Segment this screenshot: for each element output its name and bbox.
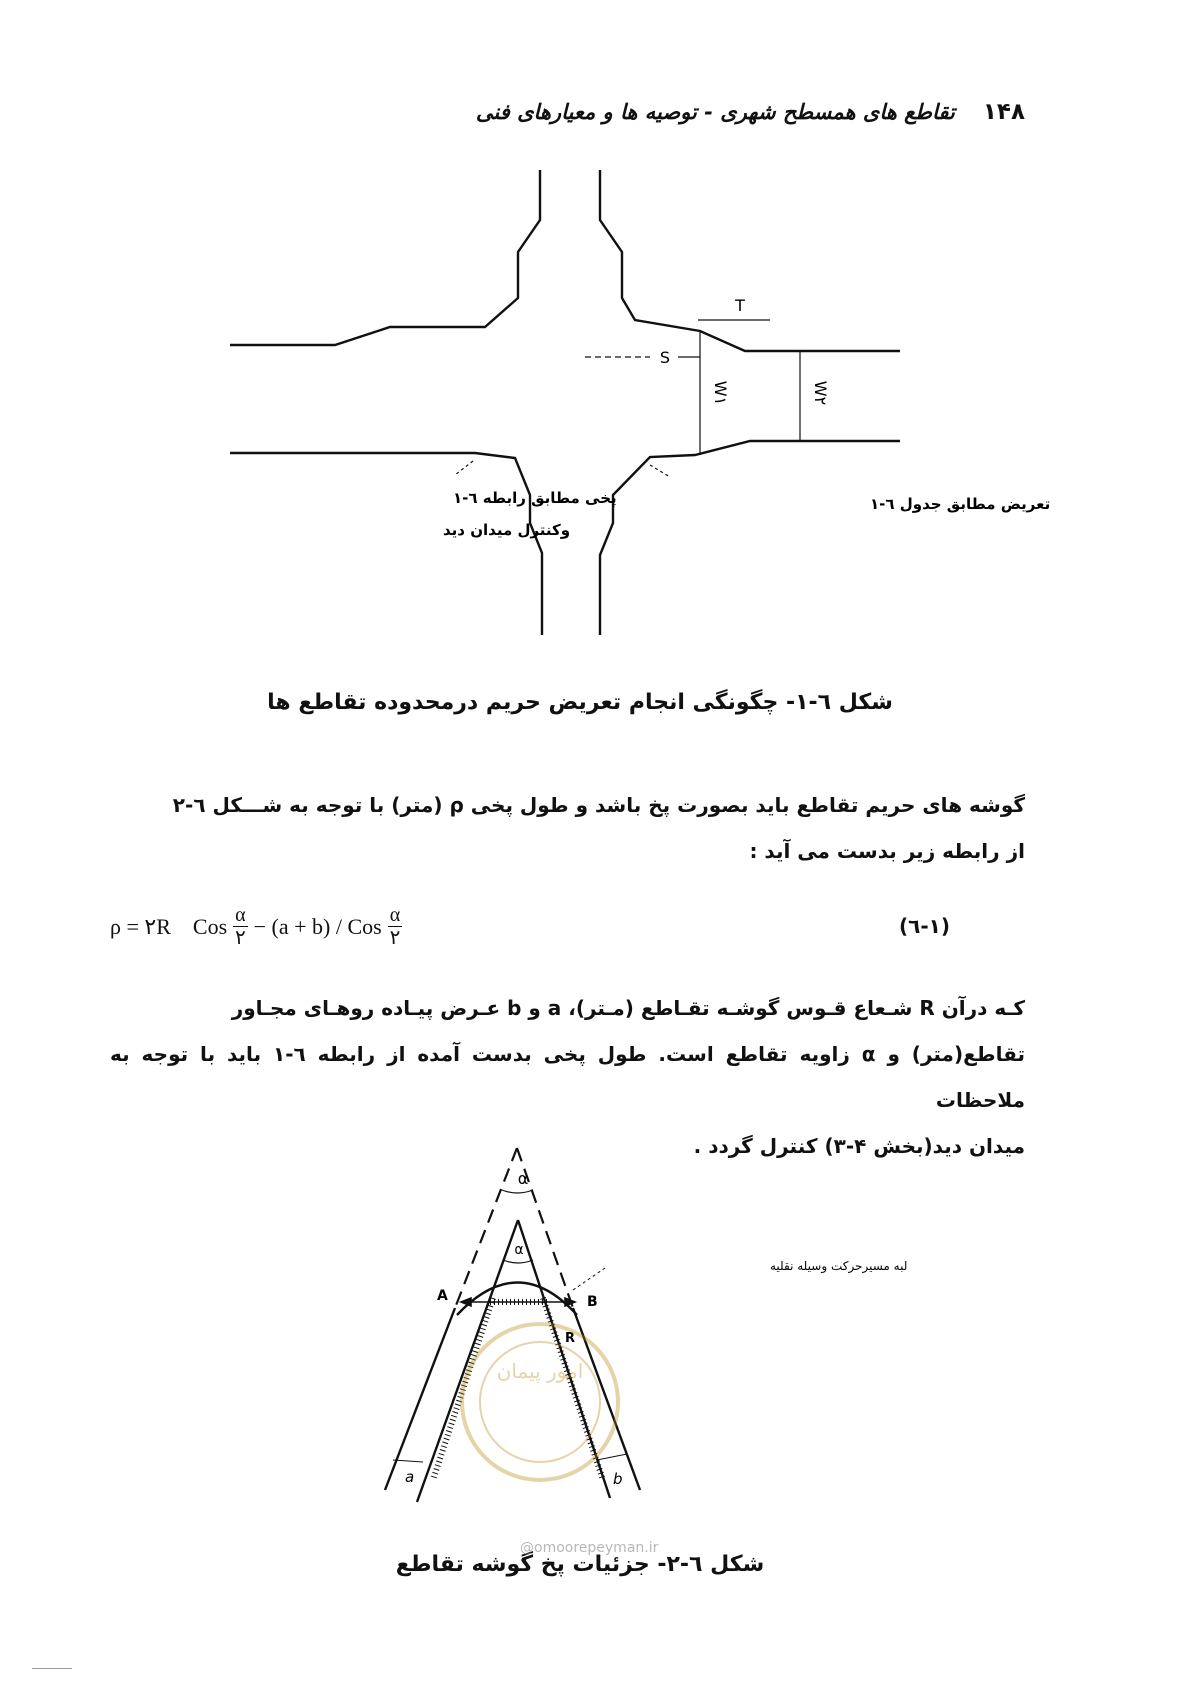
leader-widening bbox=[650, 465, 670, 477]
dimension-lines bbox=[455, 320, 800, 477]
watermark-seal bbox=[462, 1324, 618, 1480]
curb-bottom-right bbox=[600, 441, 900, 635]
marker-a bbox=[393, 1460, 423, 1462]
fraction-1-denominator: ۲ bbox=[235, 927, 246, 949]
figure-corner-chamfer bbox=[365, 1140, 908, 1520]
leader-vehicle-path bbox=[573, 1268, 605, 1290]
leader-chamfer bbox=[455, 461, 473, 475]
note-chamfer-line2: وکنترل میدان دید bbox=[443, 521, 571, 539]
corner-arc bbox=[457, 1283, 577, 1316]
formula-fraction-2 bbox=[388, 904, 402, 949]
running-header bbox=[305, 92, 1025, 132]
label-b-point: B bbox=[587, 1294, 598, 1310]
note-vehicle-path: لبه مسیرحرکت وسیله نقلیه bbox=[770, 1259, 908, 1273]
formula-fraction-1 bbox=[233, 904, 247, 949]
label-w2: W۲ bbox=[811, 380, 830, 406]
footer-mark bbox=[32, 1668, 72, 1669]
label-alpha-inner: α bbox=[514, 1242, 524, 1258]
label-alpha-top: α bbox=[517, 1169, 529, 1188]
label-r: R bbox=[565, 1331, 576, 1346]
formula-block bbox=[110, 898, 970, 958]
figure2-caption: شکل ٦-٢- جزئیات پخ گوشه تقاطع bbox=[395, 1552, 765, 1577]
paragraph-2-line-1: کـه درآن R شـعاع قـوس گوشـه تقـاطع (مـتر)، a و b عـرض پیـاده روهـای مجـاور bbox=[231, 996, 1025, 1020]
paragraph-2-line-2: تقاطع(متر) و α زاویه تقاطع است. طول پخی بدست آمده از رابطه ٦-١ باید با توجه به ملاحظات bbox=[110, 1042, 1025, 1112]
page-number: ۱۴۸ bbox=[982, 99, 1025, 125]
marker-b bbox=[597, 1454, 627, 1460]
watermark-seal-text: امور پیمان bbox=[496, 1359, 584, 1383]
fraction-2-denominator: ۲ bbox=[389, 927, 401, 949]
label-t: T bbox=[735, 296, 745, 315]
label-a-point: A bbox=[437, 1288, 448, 1304]
figure1-caption: شکل ٦-١- چگونگی انجام تعریض حریم درمحدوده تقاطع ها bbox=[267, 690, 893, 715]
note-widening: تعریض مطابق جدول ٦-١ bbox=[870, 495, 1051, 513]
watermark-url: @omoorepeyman.ir bbox=[520, 1540, 659, 1556]
fraction-2-numerator: α bbox=[389, 904, 401, 926]
curb-top-right bbox=[600, 170, 900, 351]
note-chamfer-line1: پخی مطابق رابطه ٦-١ bbox=[453, 489, 617, 507]
edge-left-outer bbox=[385, 1308, 455, 1490]
equation-number: (١-٦) bbox=[898, 914, 950, 938]
formula-lhs: ρ = ۲R bbox=[110, 913, 171, 939]
paragraph-1 bbox=[110, 782, 1025, 874]
label-b-width: b bbox=[613, 1470, 623, 1488]
fraction-1-numerator: α bbox=[235, 904, 246, 926]
formula-expression bbox=[110, 904, 402, 949]
paragraph-2-line-3: میدان دید(بخش ۴-۳) کنترل گردد . bbox=[693, 1134, 1025, 1158]
formula-middle: − (a + b) / Cos bbox=[253, 913, 382, 939]
running-title: تقاطع های همسطح شهری - توصیه ها و معیارهای فنی bbox=[475, 100, 955, 124]
curb-bottom-left bbox=[230, 453, 542, 635]
label-a-width: a bbox=[405, 1468, 415, 1486]
paragraph-1-line-1: گوشه های حریم تقاطع باید بصورت پخ باشد و طول پخی ρ (متر) با توجه به شـــکل ٦-٢ bbox=[172, 793, 1025, 817]
paragraph-1-line-2: از رابطه زیر بدست می آید : bbox=[749, 839, 1025, 863]
formula-cos-1: Cos bbox=[192, 913, 228, 939]
figure-intersection-widening bbox=[225, 165, 1051, 645]
label-w1: W۱ bbox=[711, 380, 730, 406]
label-s: S bbox=[659, 348, 671, 367]
curb-top-left bbox=[230, 170, 540, 345]
